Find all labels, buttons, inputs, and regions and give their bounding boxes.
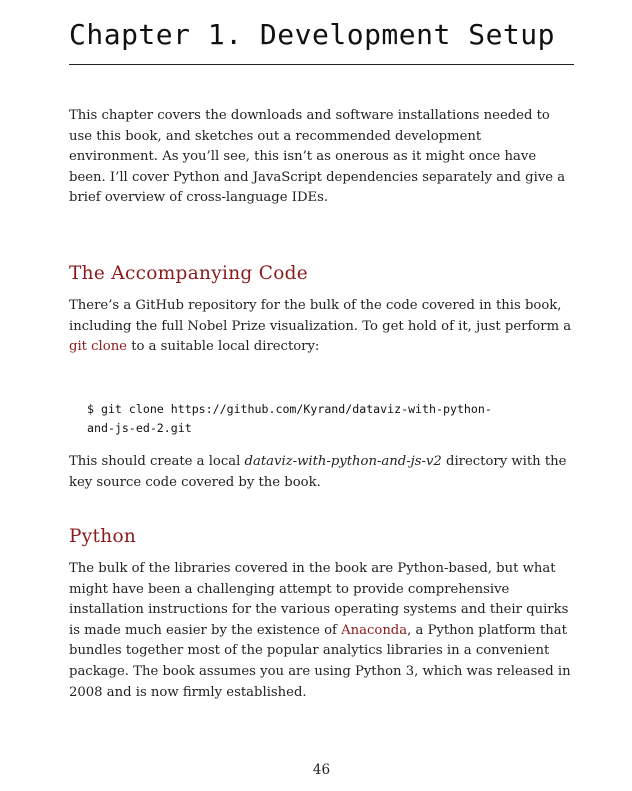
paragraph-text: to a suitable local directory: [127,339,320,355]
git-clone-command-block [87,400,492,437]
anaconda-link[interactable]: Anaconda [341,622,408,638]
python-paragraph [69,559,574,703]
directory-name: dataviz-with-python-and-js-v2 [244,454,442,469]
paragraph-text: directory with the key source code covered by the book. [69,454,567,490]
section-heading-accompanying-code: The Accompanying Code [69,263,309,284]
title-divider [69,64,574,65]
paragraph-text: There’s a GitHub repository for the bulk of the code covered in this book, including the full Nobel Prize visualization. To get hold of it, just perform a [69,298,572,334]
local-directory-paragraph [69,452,574,493]
paragraph-text: This should create a local [69,454,245,469]
paragraph-text: , a Python platform that bundles together most of the popular analytics libraries in a convenient package. The book assumes you are using Python 3, which was released in 2008 and is now firmly established. [69,622,571,700]
git-clone-inline-code: git clone [69,339,127,355]
accompanying-code-paragraph [69,296,574,358]
intro-paragraph: This chapter covers the downloads and software installations needed to use this book, and sketches out a recommended development environment. As you’ll see, this isn’t as onerous as it might once have been. I’ll cover Python and JavaScript dependencies separately and give a brief overview of cross-language IDEs. [69,108,566,206]
command-line: and-js-ed-2.git [87,420,192,435]
command-line: $ git clone https://github.com/Kyrand/dataviz-with-python- [87,402,492,416]
chapter-title: Chapter 1. Development Setup [69,18,556,51]
paragraph-text: The bulk of the libraries covered in the book are Python-based, but what might have been a challenging attempt to provide comprehensive installation instructions for the various operating systems and their quirks is made much easier by the existence of [69,561,569,638]
page-number: 46 [312,762,331,778]
section-heading-python: Python [69,526,137,547]
